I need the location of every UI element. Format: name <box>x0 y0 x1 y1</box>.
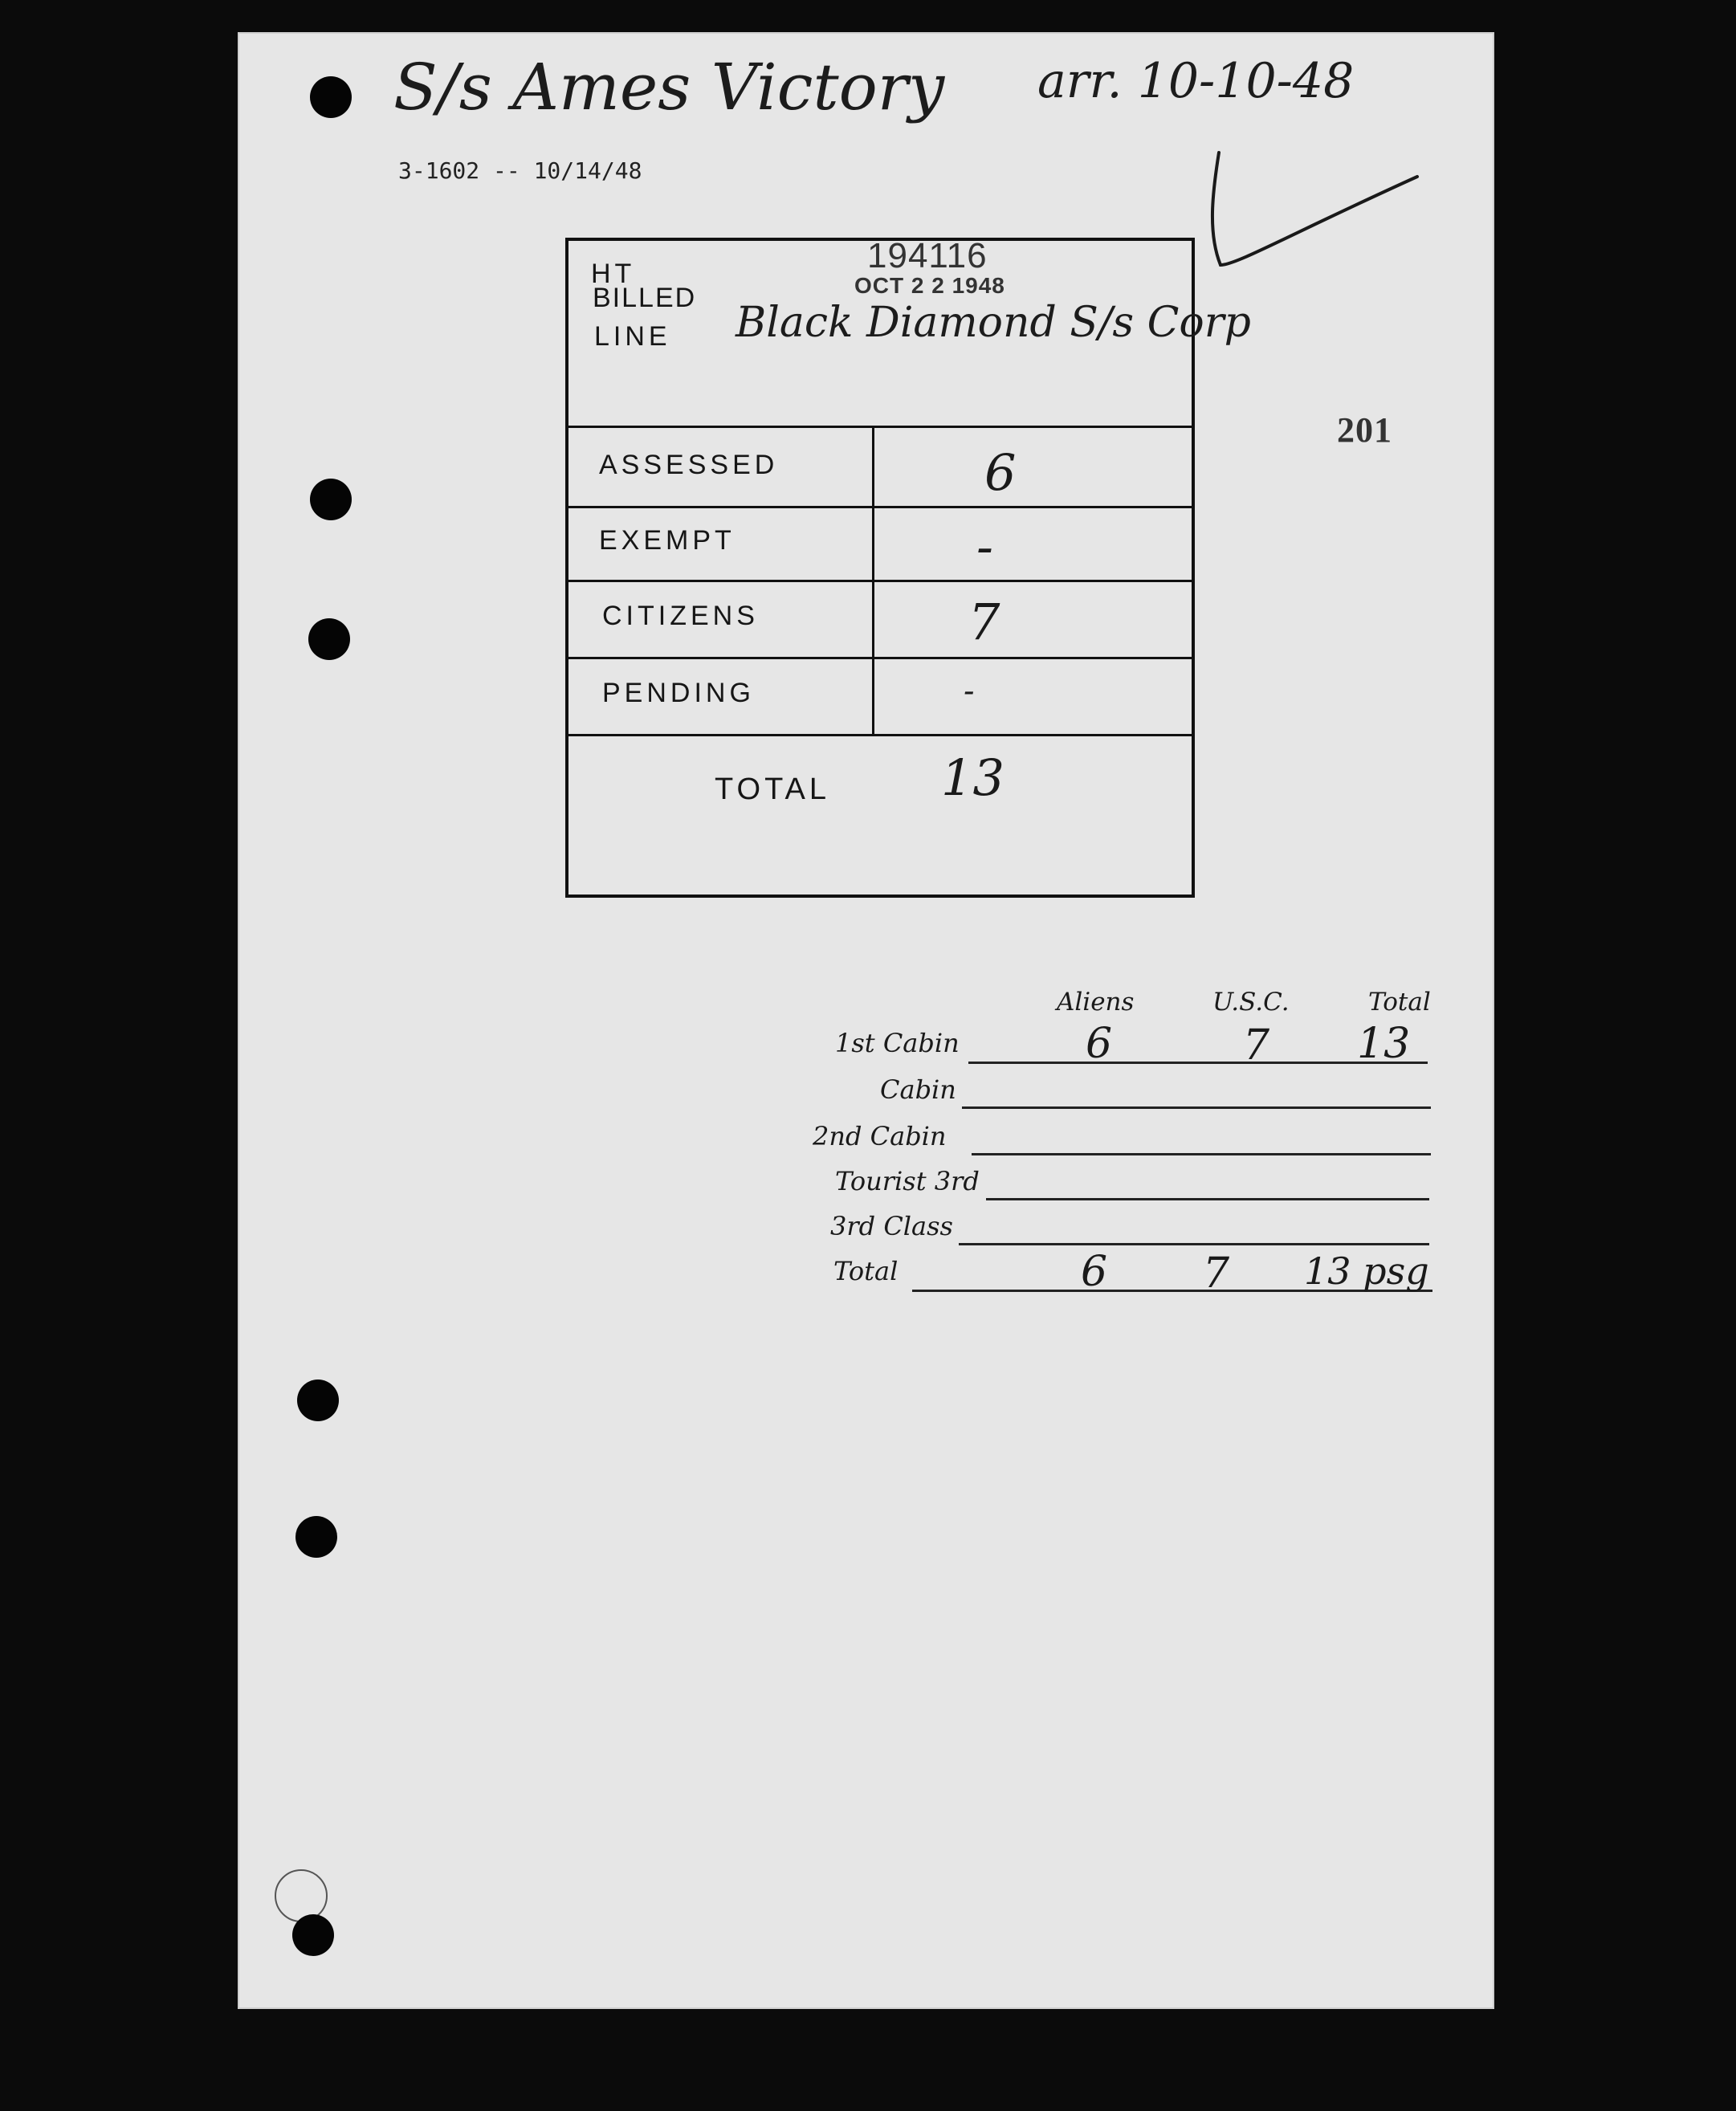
line-value: Black Diamond S/s Corp <box>736 299 1251 347</box>
line-label: LINE <box>594 321 671 352</box>
exempt-value: - <box>976 517 993 576</box>
punch-hole <box>292 1914 334 1956</box>
form-column-divider <box>872 426 874 736</box>
assessed-label: ASSESSED <box>599 450 779 480</box>
stamp-number: 194116 <box>867 236 988 275</box>
row-label-cabin: Cabin <box>880 1074 956 1105</box>
column-header-aliens: Aliens <box>1057 988 1135 1017</box>
total-label: TOTAL <box>715 772 830 806</box>
table-rule <box>986 1198 1429 1200</box>
punch-hole <box>310 76 352 118</box>
row-label-3rd-class: 3rd Class <box>830 1211 953 1241</box>
cell-1st-cabin-usc: 7 <box>1243 1021 1270 1070</box>
form-divider <box>568 580 1192 582</box>
cell-1st-cabin-total: 13 <box>1357 1020 1411 1068</box>
arrival-date: arr. 10-10-48 <box>1037 53 1355 109</box>
row-label-total: Total <box>833 1256 899 1286</box>
citizens-value: 7 <box>968 593 1000 651</box>
citizens-label: CITIZENS <box>602 601 759 631</box>
table-rule <box>959 1243 1429 1245</box>
column-header-usc: U.S.C. <box>1212 988 1290 1017</box>
cell-total-total: 13 psg <box>1304 1249 1429 1293</box>
punch-hole <box>295 1516 337 1558</box>
file-reference: 3-1602 -- 10/14/48 <box>398 157 642 184</box>
total-value: 13 <box>941 748 1005 807</box>
punch-hole-ring <box>275 1869 328 1922</box>
punch-hole <box>310 479 352 520</box>
check-mark-icon <box>1204 145 1429 289</box>
pending-value: - <box>964 673 975 710</box>
cell-total-aliens: 6 <box>1081 1248 1108 1296</box>
column-header-total: Total <box>1368 988 1431 1017</box>
row-label-1st-cabin: 1st Cabin <box>835 1028 960 1058</box>
cell-1st-cabin-aliens: 6 <box>1086 1020 1113 1068</box>
page-number: 201 <box>1337 410 1392 450</box>
punch-hole <box>308 618 350 660</box>
ship-name: S/s Ames Victory <box>393 50 945 124</box>
pending-label: PENDING <box>602 678 755 708</box>
form-divider <box>568 506 1192 508</box>
row-label-2nd-cabin: 2nd Cabin <box>813 1121 947 1151</box>
cell-total-usc: 7 <box>1203 1249 1230 1298</box>
stamp-date: OCT 2 2 1948 <box>854 273 1005 298</box>
table-rule <box>972 1153 1431 1155</box>
table-rule <box>962 1106 1431 1109</box>
punch-hole <box>297 1379 339 1421</box>
billed-label: BILLED <box>593 283 697 313</box>
form-divider <box>568 734 1192 736</box>
form-divider <box>568 426 1192 428</box>
exempt-label: EXEMPT <box>599 525 736 556</box>
row-label-tourist-3rd: Tourist 3rd <box>835 1166 980 1196</box>
form-divider <box>568 657 1192 659</box>
ht-label: HT <box>591 259 636 289</box>
assessed-value: 6 <box>984 443 1017 502</box>
